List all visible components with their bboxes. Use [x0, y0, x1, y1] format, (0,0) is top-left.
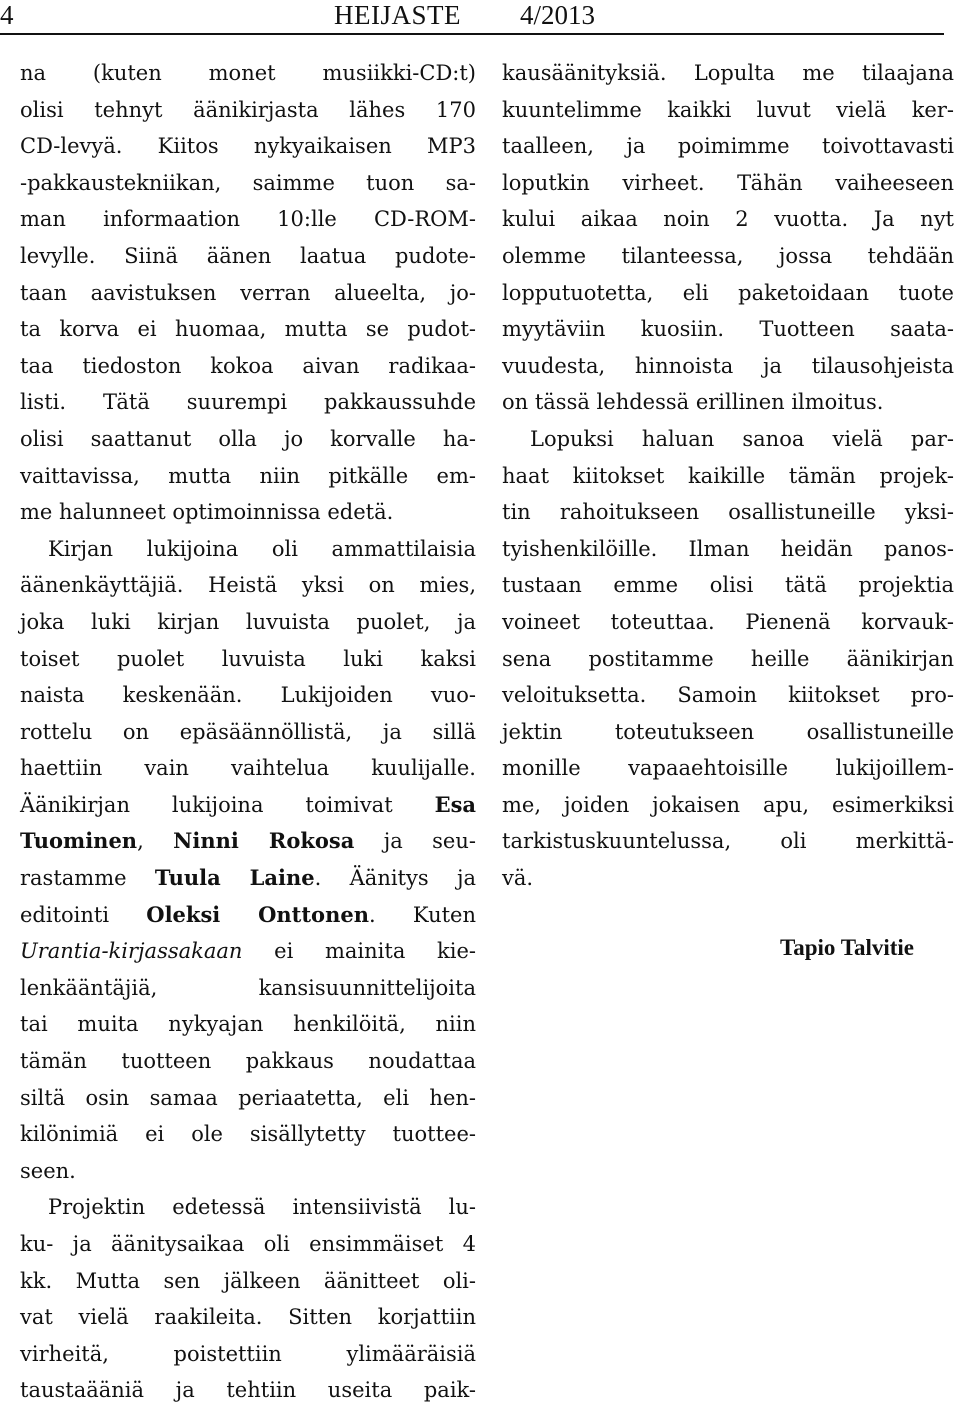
text-line: monille vapaaehtoisille lukijoillem- — [502, 756, 954, 781]
line-segment: ja seu- — [354, 829, 476, 854]
text-line: olemme tilanteessa, jossa tehdään — [502, 243, 954, 268]
text-line: me halunneet optimoinnissa edetä. — [20, 500, 394, 525]
text-line: ku- ja äänitysaikaa oli ensimmäiset 4 — [20, 1232, 476, 1256]
author-signature: Tapio Talvitie — [780, 935, 915, 960]
text-line: -pakkaustekniikan, saimme tuon sa- — [20, 170, 476, 195]
text-line: levylle. Siinä äänen laatua pudote- — [20, 243, 476, 268]
person-name: Esa — [434, 791, 476, 817]
line-segment: Äänikirjan lukijoina toimivat — [20, 792, 435, 817]
text-line: on tässä lehdessä erillinen ilmoitus. — [502, 390, 884, 415]
text-line: kuuntelimme kaikki luvut vielä ker- — [502, 97, 954, 122]
text-line — [20, 787, 476, 824]
text-line: lopputuotetta, eli paketoidaan tuote — [502, 280, 954, 305]
text-line: voineet toteuttaa. Pienenä korvauk- — [502, 609, 954, 634]
text-line: ta korva ei huomaa, mutta se pudot- — [20, 317, 476, 342]
text-line: vat vielä raakileita. Sitten korjattiin — [20, 1305, 476, 1330]
text-line: olisi saattanut olla jo korvalle ha- — [20, 426, 476, 451]
text-line: taustaääniä ja tehtiin useita paik- — [20, 1378, 476, 1403]
line-segment: . Kuten — [368, 902, 476, 927]
text-line: na (kuten monet musiikki-CD:t) — [20, 61, 476, 85]
text-line: listi. Tätä suurempi pakkaussuhde — [20, 390, 476, 415]
text-line: CD-levyä. Kiitos nykyaikaisen MP3 — [20, 134, 476, 159]
text-line: myytäviin kuosiin. Tuotteen saata- — [502, 317, 954, 342]
text-line: olisi tehnyt äänikirjasta lähes 170 — [20, 97, 476, 122]
text-line — [20, 933, 476, 970]
text-line: seen. — [20, 1158, 76, 1183]
text-line: siltä osin samaa periaatetta, eli hen- — [20, 1085, 476, 1110]
text-line: Projektin edetessä intensiivistä lu- — [48, 1195, 476, 1220]
text-line: haettiin vain vaihtelua kuulijalle. — [20, 756, 476, 781]
text-line: joka luki kirjan luvuista puolet, ja — [20, 609, 476, 634]
left-column — [20, 55, 476, 1409]
person-name: Ninni Rokosa — [173, 828, 355, 854]
text-line: tustaan emme olisi tätä projektia — [502, 573, 954, 598]
page-header — [0, 0, 960, 34]
right-column — [502, 55, 954, 897]
text-line: naista keskenään. Lukijoiden vuo- — [20, 683, 476, 708]
line-segment: rastamme — [20, 866, 155, 891]
text-line — [20, 860, 476, 897]
header-rule — [0, 33, 944, 35]
paragraph-thanks — [502, 421, 954, 897]
text-line: sena postitamme heille äänikirjan — [502, 646, 954, 671]
text-line: toiset puolet luvuista luki kaksi — [20, 646, 476, 671]
line-segment: , — [137, 829, 174, 854]
paragraph-3 — [20, 1189, 476, 1409]
person-name: Tuominen — [20, 828, 138, 854]
page-number: 4 — [0, 0, 14, 30]
text-line: taa tiedoston kokoa aivan radikaa- — [20, 353, 476, 378]
text-line — [20, 897, 476, 934]
person-name: Oleksi Onttonen — [146, 901, 369, 927]
text-line: me, joiden jokaisen apu, esimerkiksi — [502, 792, 954, 817]
text-line: rottelu on epäsäännöllistä, ja sillä — [20, 719, 476, 744]
text-line: man informaation 10:lle CD-ROM- — [20, 207, 476, 232]
text-line — [20, 823, 476, 860]
text-line: veloituksetta. Samoin kiitokset pro- — [502, 683, 954, 708]
text-line: kk. Mutta sen jälkeen äänitteet oli- — [20, 1268, 476, 1293]
text-line: tyishenkilöille. Ilman heidän panos- — [502, 536, 954, 561]
publication-title: HEIJASTE — [334, 0, 461, 30]
text-line: lenkääntäjiä, kansisuunnittelijoita — [20, 975, 476, 1000]
paragraph-continued — [502, 55, 954, 421]
text-line: kilönimiä ei ole sisällytetty tuottee- — [20, 1122, 476, 1147]
issue-number: 4/2013 — [520, 0, 596, 30]
text-line: tämän tuotteen pakkaus noudattaa — [20, 1049, 476, 1074]
text-line: tai muita nykyajan henkilöitä, niin — [20, 1012, 476, 1037]
text-line: kului aikaa noin 2 vuotta. Ja nyt — [502, 207, 954, 232]
text-line: vä. — [502, 866, 534, 891]
text-line: tarkistuskuuntelussa, oli merkittä- — [502, 829, 954, 854]
text-line: virheitä, poistettiin ylimääräisiä — [20, 1341, 476, 1366]
text-line: jektin toteutukseen osallistuneille — [502, 719, 954, 744]
text-line: vaittavissa, mutta niin pitkälle em- — [20, 463, 476, 488]
paragraph-1 — [20, 55, 476, 531]
text-line: äänenkäyttäjiä. Heistä yksi on mies, — [20, 573, 476, 598]
text-line: taalleen, ja poimimme toivottavasti — [502, 134, 954, 159]
person-name: Tuula Laine — [154, 865, 315, 891]
text-line: haat kiitokset kaikille tämän projek- — [502, 463, 954, 488]
line-segment: editointi — [20, 902, 147, 927]
text-line: taan aavistuksen verran alueelta, jo- — [20, 280, 476, 305]
line-segment: . Äänitys ja — [314, 866, 476, 891]
line-segment: ei mainita kie- — [242, 939, 476, 964]
text-line: loputkin virheet. Tähän vaiheeseen — [502, 170, 954, 195]
text-line: Kirjan lukijoina oli ammattilaisia — [48, 536, 476, 561]
text-line: kausäänityksiä. Lopulta me tilaajana — [502, 61, 954, 85]
book-title: Urantia-kirjassakaan — [20, 939, 243, 964]
text-line: vuudesta, hinnoista ja tilausohjeista — [502, 353, 954, 378]
text-line: Lopuksi haluan sanoa vielä par- — [530, 426, 954, 451]
paragraph-2 — [20, 531, 476, 1190]
text-line: tin rahoitukseen osallistuneille yksi- — [502, 500, 954, 525]
